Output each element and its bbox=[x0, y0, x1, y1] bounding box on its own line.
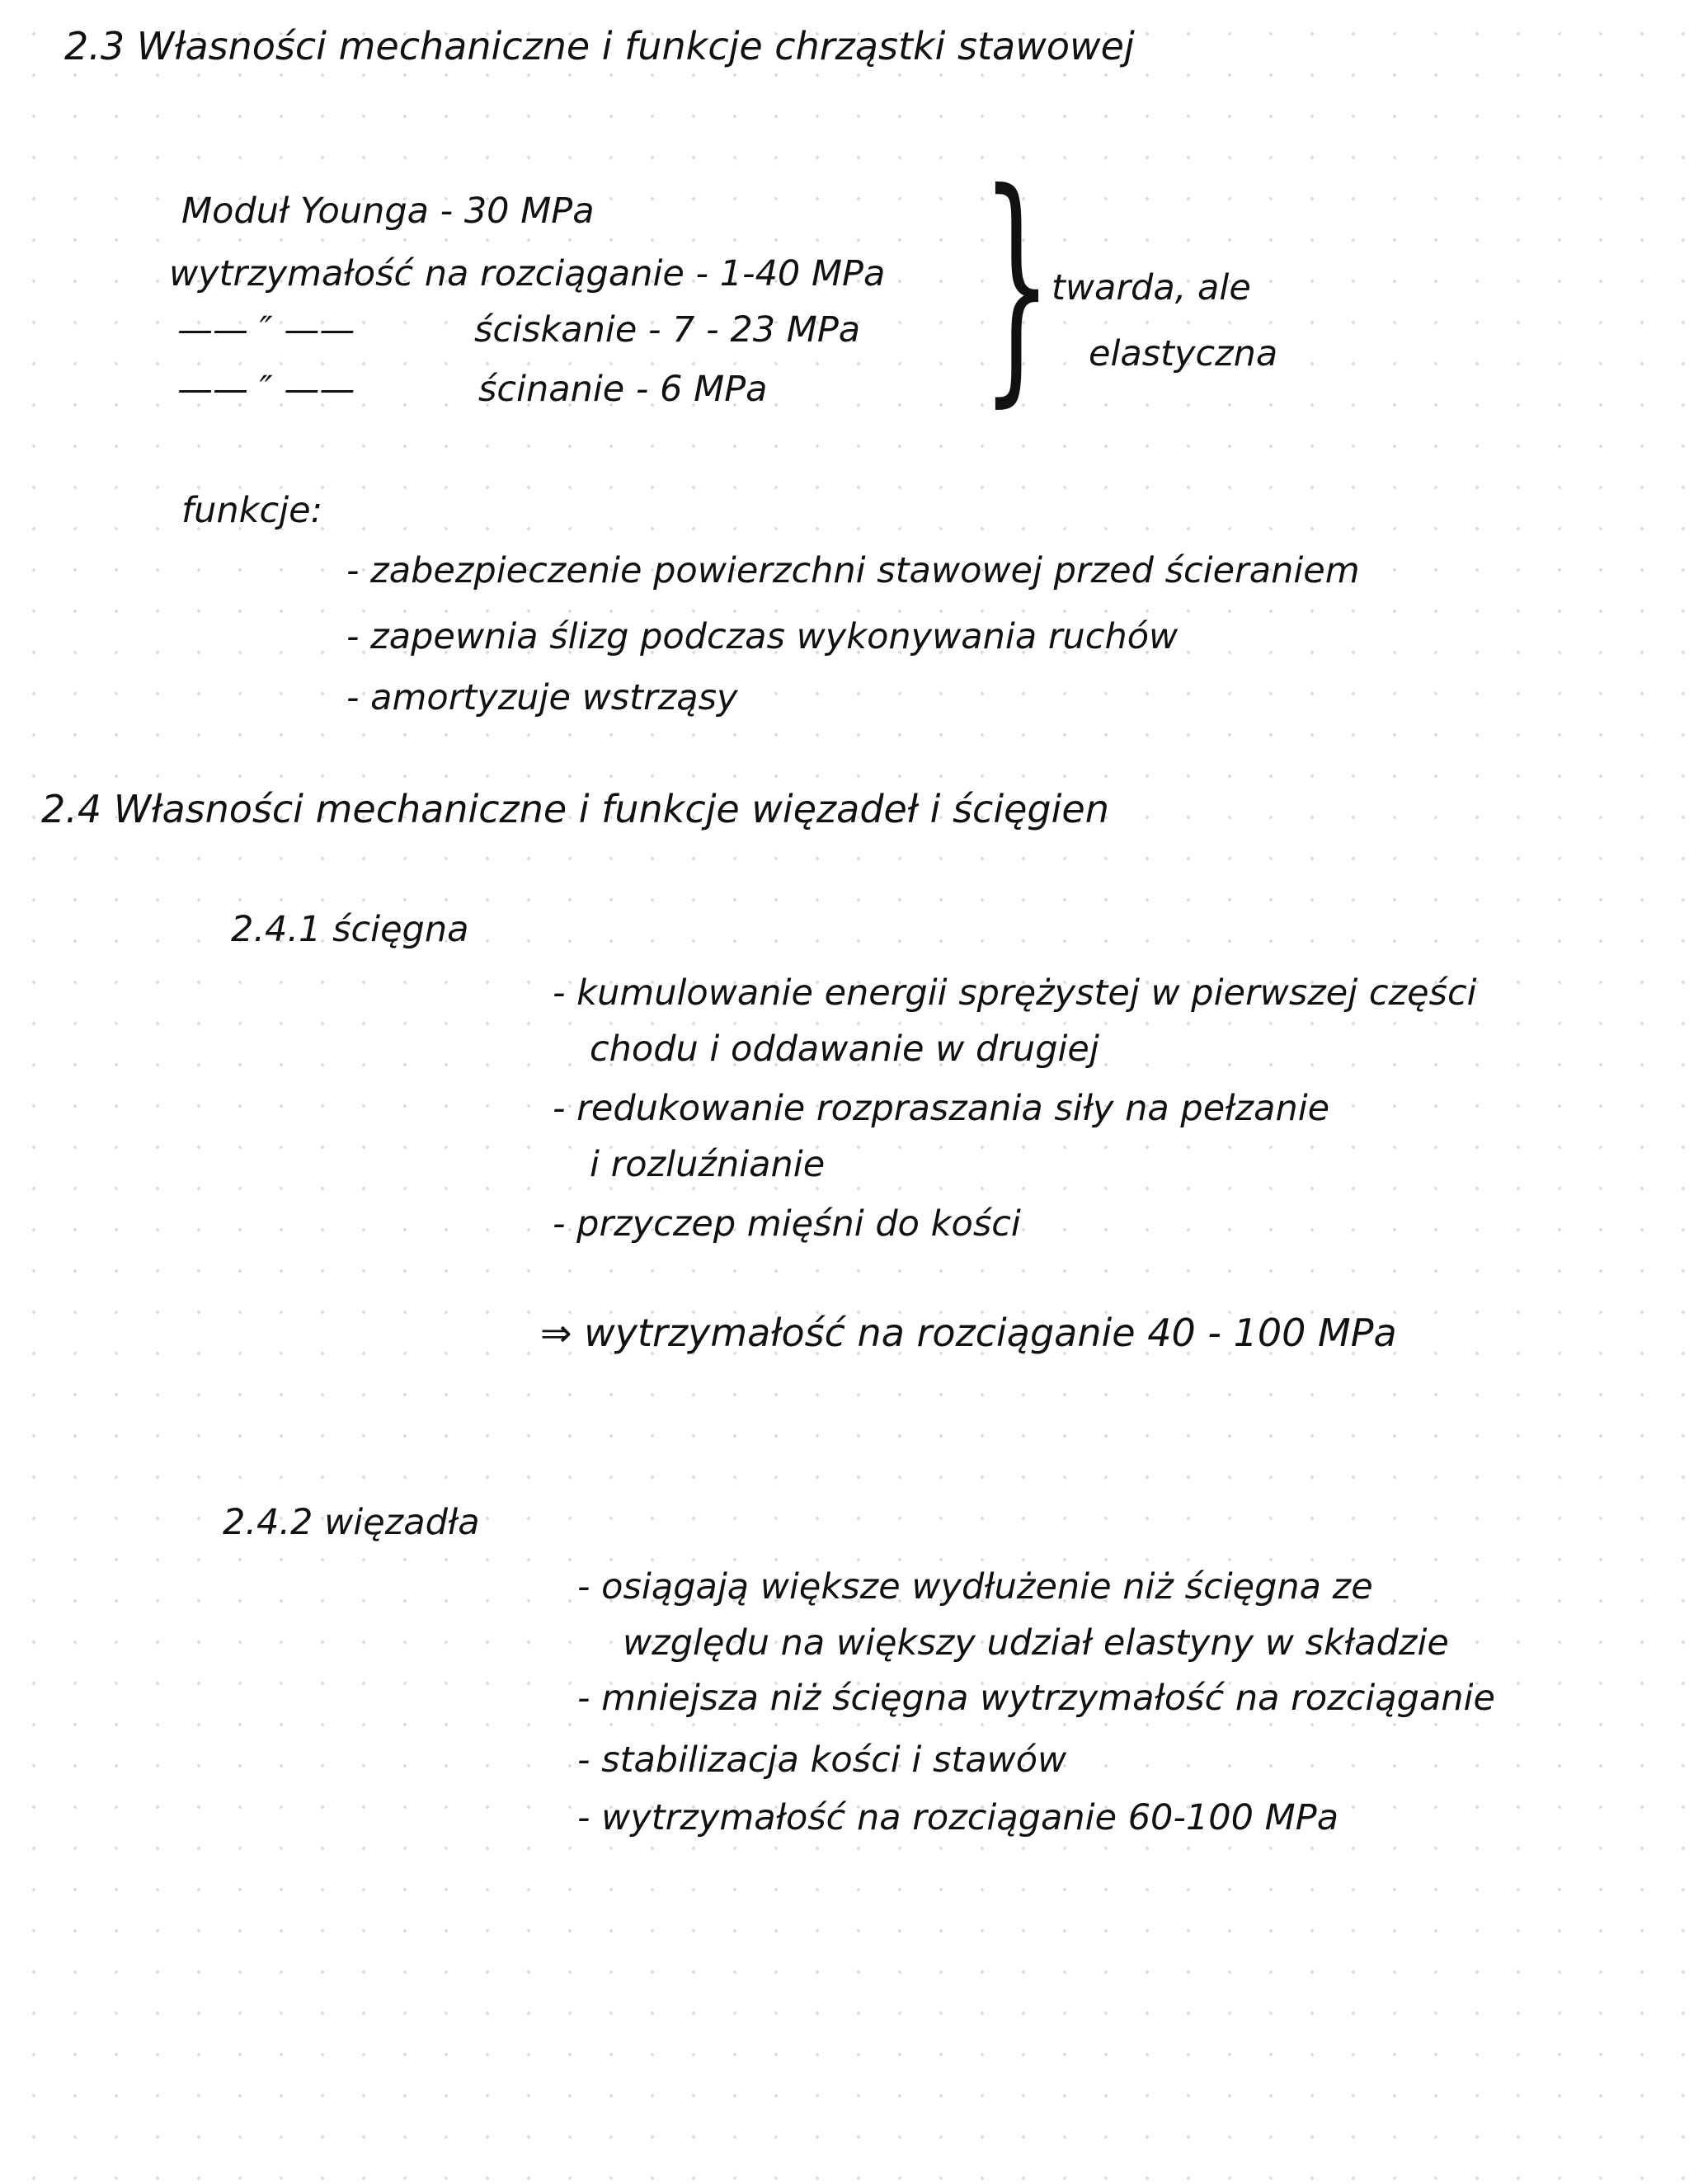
tendon-item-1: - kumulowanie energii sprężystej w pierwszej części bbox=[553, 972, 1477, 1014]
functions-label: funkcje: bbox=[181, 490, 323, 531]
ditto-mark-2: —— ″ —— bbox=[177, 369, 355, 410]
tensile-strength-line: wytrzymałość na rozciąganie - 1-40 MPa bbox=[169, 253, 886, 294]
ligament-item-1: - osiągają większe wydłużenie niż ścięgna ze bbox=[577, 1566, 1373, 1607]
ligament-item-3: - stabilizacja kości i stawów bbox=[577, 1739, 1067, 1781]
hard-but-elastic-note-2: elastyczna bbox=[1089, 333, 1278, 374]
tendon-item-2: - redukowanie rozpraszania siły na pełzanie bbox=[553, 1088, 1330, 1129]
tendon-tensile-result: ⇒ wytrzymałość na rozciąganie 40 - 100 MPa bbox=[540, 1311, 1397, 1355]
section-2-3-title: 2.3 Własności mechaniczne i funkcje chrząstki stawowej bbox=[64, 24, 1135, 68]
function-item-2: - zapewnia ślizg podczas wykonywania ruchów bbox=[346, 616, 1179, 657]
young-modulus-line: Moduł Younga - 30 MPa bbox=[181, 191, 595, 232]
right-brace: } bbox=[981, 140, 1052, 428]
hard-but-elastic-note-1: twarda, ale bbox=[1052, 267, 1251, 308]
ligament-item-1-cont: względu na większy udział elastyny w składzie bbox=[623, 1622, 1449, 1664]
section-2-4-title: 2.4 Własności mechaniczne i funkcje więzadeł i ścięgien bbox=[41, 787, 1109, 831]
tendon-item-1-cont: chodu i oddawanie w drugiej bbox=[590, 1028, 1099, 1070]
subsection-2-4-2-title: 2.4.2 więzadła bbox=[223, 1502, 480, 1543]
ligament-item-4: - wytrzymałość na rozciąganie 60-100 MPa bbox=[577, 1797, 1339, 1838]
tendon-item-3: - przyczep mięśni do kości bbox=[553, 1203, 1021, 1245]
shear-line: ścinanie - 6 MPa bbox=[478, 369, 768, 410]
ligament-item-2: - mniejsza niż ścięgna wytrzymałość na rozciąganie bbox=[577, 1678, 1495, 1719]
ditto-mark-1: —— ″ —— bbox=[177, 309, 355, 351]
function-item-3: - amortyzuje wstrząsy bbox=[346, 677, 738, 718]
tendon-item-2-cont: i rozluźnianie bbox=[590, 1144, 826, 1185]
function-item-1: - zabezpieczenie powierzchni stawowej przed ścieraniem bbox=[346, 550, 1360, 591]
compression-line: ściskanie - 7 - 23 MPa bbox=[474, 309, 861, 351]
subsection-2-4-1-title: 2.4.1 ścięgna bbox=[231, 909, 469, 950]
